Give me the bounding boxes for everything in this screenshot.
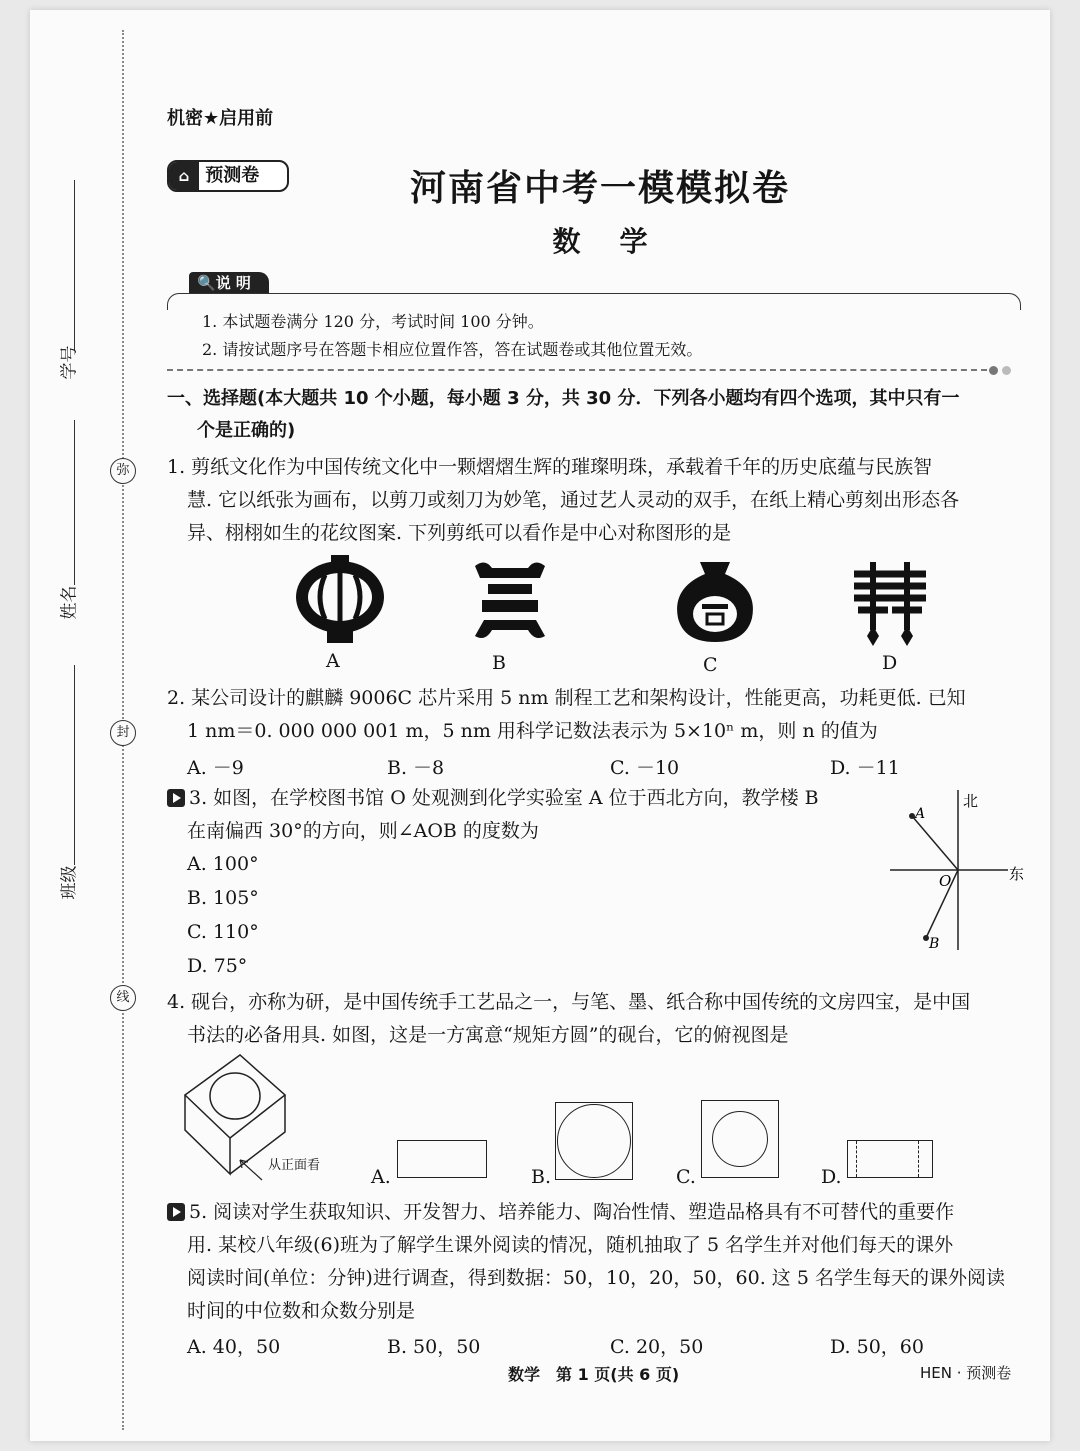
papercut-d	[850, 560, 930, 648]
footer-brand: HEN · 预测卷	[920, 1364, 1012, 1382]
q5-option-a[interactable]: A. 40，50	[187, 1336, 281, 1358]
q1-option-c[interactable]: C	[703, 654, 718, 676]
q3-option-b[interactable]: B. 105°	[187, 887, 259, 909]
page-title: 河南省中考一模模拟卷	[409, 168, 790, 209]
question-4-line2: 书法的必备用具. 如图，这是一方寓意“规矩方圆”的砚台，它的俯视图是	[187, 1024, 789, 1046]
question-1-line2: 慧. 它以纸张为画布，以剪刀或刻刀为妙笔，通过艺人灵动的双手，在纸上精心剪刻出形态各	[187, 489, 960, 511]
q3-option-d[interactable]: D. 75°	[187, 955, 248, 977]
question-5-line3: 阅读时间(单位：分钟)进行调查，得到数据：50，10，20，50，60. 这 5 名学生每天的课外阅读	[187, 1267, 1005, 1289]
papercut-b	[470, 558, 550, 642]
q4-option-d-figure[interactable]	[847, 1140, 933, 1178]
name-line	[74, 420, 75, 585]
q2-option-c[interactable]: C. －10	[610, 757, 680, 779]
q1-option-d[interactable]: D	[882, 652, 898, 674]
name-label: 姓名	[59, 585, 80, 620]
section-heading-cont: 个是正确的)	[197, 420, 296, 441]
point-a-label: A	[915, 806, 926, 822]
q3-option-c[interactable]: C. 110°	[187, 921, 259, 943]
question-2-line2: 1 nm＝0. 000 000 001 m，5 nm 用科学记数法表示为 5×10ⁿ m，则 n 的值为	[187, 720, 878, 742]
papercut-lantern	[285, 555, 395, 645]
instruction-1: 1. 本试题卷满分 120 分，考试时间 100 分钟。	[202, 312, 544, 331]
question-5-line4: 时间的中位数和众数分别是	[187, 1300, 416, 1322]
forecast-tag-label: 预测卷	[205, 165, 260, 186]
class-label: 班级	[59, 865, 80, 900]
divider	[167, 369, 987, 371]
q1-option-b[interactable]: B	[492, 652, 506, 674]
section-heading: 一、选择题(本大题共 10 个小题，每小题 3 分，共 30 分．下列各小题均有四个选项，其中只有一	[167, 388, 960, 409]
q4-option-c-figure[interactable]	[701, 1100, 779, 1178]
seal-mark-mi: 弥	[110, 458, 136, 484]
question-5-line1: 5. 阅读对学生获取知识、开发智力、培养能力、陶冶性情、塑造品格具有不可替代的重要作	[167, 1196, 954, 1229]
home-icon: ⌂	[169, 162, 199, 190]
search-icon: 🔍	[197, 274, 216, 292]
class-line	[74, 665, 75, 865]
direction-diagram	[885, 780, 1035, 955]
exam-page	[30, 10, 1050, 1441]
question-1-line1: 1. 剪纸文化作为中国传统文化中一颗熠熠生辉的璀璨明珠，承载着千年的历史底蕴与民族智	[167, 456, 933, 478]
q4-option-b-figure[interactable]	[555, 1102, 633, 1180]
question-3-line1: 3. 如图，在学校图书馆 O 处观测到化学实验室 A 位于西北方向，教学楼 B	[167, 782, 819, 815]
instructions-box	[167, 272, 1019, 367]
view-direction-label: 从正面看	[268, 1158, 321, 1173]
north-label: 北	[963, 792, 979, 810]
video-play-icon[interactable]	[167, 1203, 185, 1221]
q5-option-b[interactable]: B. 50，50	[387, 1336, 481, 1358]
q3-option-a[interactable]: A. 100°	[187, 853, 259, 875]
inkstone-3d-figure	[180, 1050, 350, 1182]
dot	[1002, 366, 1011, 375]
subject-title: 数 学	[552, 225, 648, 258]
point-b-label: B	[929, 936, 940, 952]
question-1-line3: 异、栩栩如生的花纹图案. 下列剪纸可以看作是中心对称图形的是	[187, 522, 732, 544]
q1-option-a[interactable]: A	[326, 650, 340, 672]
instructions-tag: 🔍说 明	[189, 272, 269, 294]
page-footer: 数学 第 1 页(共 6 页)	[508, 1365, 680, 1384]
q5-option-d[interactable]: D. 50，60	[830, 1336, 924, 1358]
dot	[989, 366, 998, 375]
q5-option-c[interactable]: C. 20，50	[610, 1336, 704, 1358]
q2-option-d[interactable]: D. －11	[830, 757, 900, 779]
papercut-c	[670, 558, 760, 644]
instruction-2: 2. 请按试题序号在答题卡相应位置作答，答在试题卷或其他位置无效。	[202, 340, 703, 359]
question-5-line2: 用. 某校八年级(6)班为了解学生课外阅读的情况，随机抽取了 5 名学生并对他们每天的课外	[187, 1234, 954, 1256]
question-4-line1: 4. 砚台，亦称为研，是中国传统手工艺品之一，与笔、墨、纸合称中国传统的文房四宝，是中国	[167, 991, 971, 1013]
q4-option-c[interactable]: C.	[676, 1166, 696, 1188]
q4-option-a[interactable]: A.	[371, 1166, 391, 1188]
question-3-line2: 在南偏西 30°的方向，则∠AOB 的度数为	[187, 820, 539, 842]
q4-option-a-figure[interactable]	[397, 1140, 487, 1178]
q4-option-b[interactable]: B.	[531, 1166, 552, 1188]
seal-mark-feng: 封	[110, 720, 136, 746]
east-label: 东	[1009, 865, 1025, 883]
q2-option-b[interactable]: B. －8	[387, 757, 445, 779]
video-play-icon[interactable]	[167, 789, 185, 807]
seal-mark-xian: 线	[110, 985, 136, 1011]
confidential-mark: 机密★启用前	[167, 108, 274, 129]
question-2-line1: 2. 某公司设计的麒麟 9006C 芯片采用 5 nm 制程工艺和架构设计，性能更高，功耗更低. 已知	[167, 687, 966, 709]
student-id-label: 学号	[59, 345, 80, 380]
q2-option-a[interactable]: A. －9	[187, 757, 244, 779]
q4-option-d[interactable]: D.	[821, 1166, 842, 1188]
point-o-label: O	[939, 872, 952, 890]
